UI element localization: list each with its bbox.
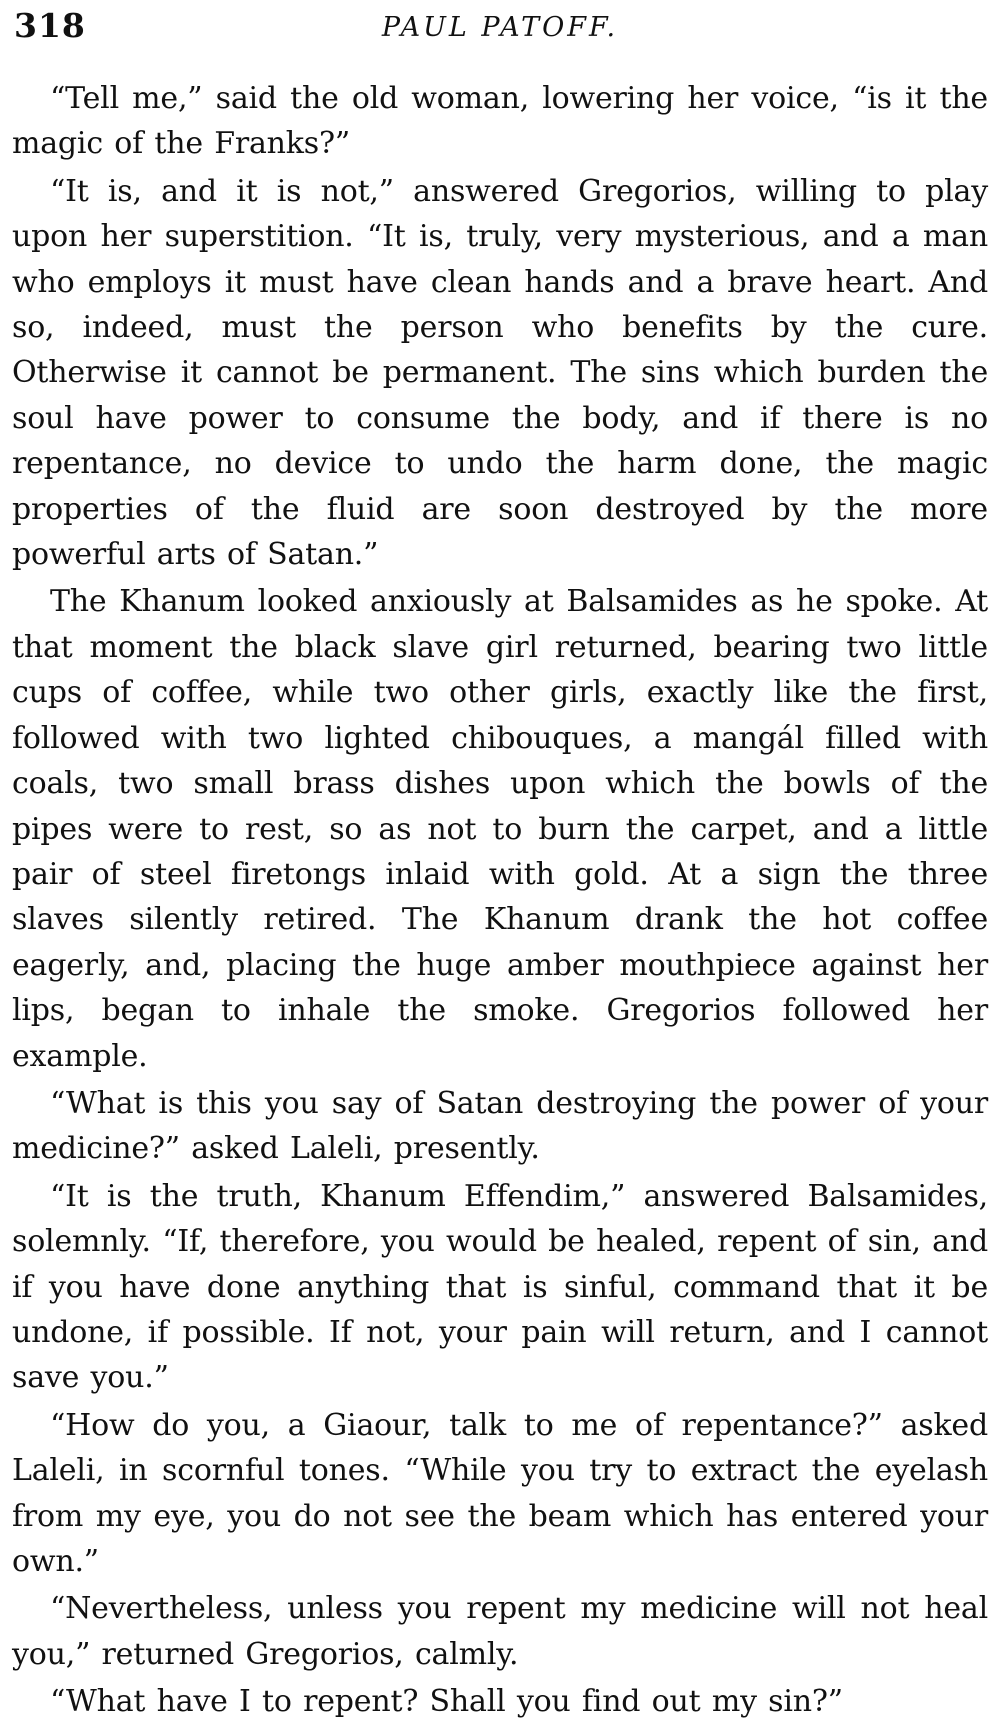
- paragraph: “How do you, a Giaour, talk to me of repentance?” asked Laleli, in scornful tones. “While you try to extract the eyelash from my eye, you do not see the beam which has entered your own.”: [12, 1407, 988, 1579]
- page-header: [12, 4, 988, 54]
- paragraph: “What have I to repent? Shall you find out my sin?”: [50, 1684, 843, 1720]
- paragraph: “It is, and it is not,” answered Gregorios, willing to play upon her superstition. “It is, truly, very mysterious, and a man who employs it must have clean hands and a brave heart. And so, indeed, must the person who benefits by the cure. Otherwise it cannot be permanent. The sins which burden the soul have power to consume the body, and if there is no repentance, no device to undo the harm done, the magic properties of the fluid are soon destroyed by the more powerful arts of Satan.”: [12, 173, 988, 573]
- paragraph: “Tell me,” said the old woman, lowering her voice, “is it the magic of the Franks?”: [12, 81, 988, 162]
- paragraph: “What is this you say of Satan destroying the power of your medicine?” asked Laleli, presently.: [12, 1085, 988, 1167]
- body-text: [12, 76, 988, 1725]
- book-page: [12, 4, 988, 1727]
- paragraph: “It is the truth, Khanum Effendim,” answered Balsamides, solemnly. “If, therefore, you would be healed, repent of sin, and if you have done anything that is sinful, command that it be undone, if possible. If not, your pain will return, and I cannot save you.”: [12, 1178, 988, 1396]
- running-title: PAUL PATOFF.: [381, 12, 619, 43]
- paragraph: The Khanum looked anxiously at Balsamides as he spoke. At that moment the black slave girl returned, bearing two little cups of coffee, while two other girls, exactly like the first, followed with two lighted chibouques, a mangál filled with coals, two small brass dishes upon which the bowls of the pipes were to rest, so as not to burn the carpet, and a little pair of steel firetongs inlaid with gold. At a sign the three slaves silently retired. The Khanum drank the hot coffee eagerly, and, placing the huge amber mouthpiece against her lips, began to inhale the smoke. Gregorios followed her example.: [12, 584, 988, 1074]
- paragraph: “Nevertheless, unless you repent my medicine will not heal you,” returned Gregorios, calmly.: [12, 1591, 988, 1672]
- page-number: 318: [14, 6, 86, 45]
